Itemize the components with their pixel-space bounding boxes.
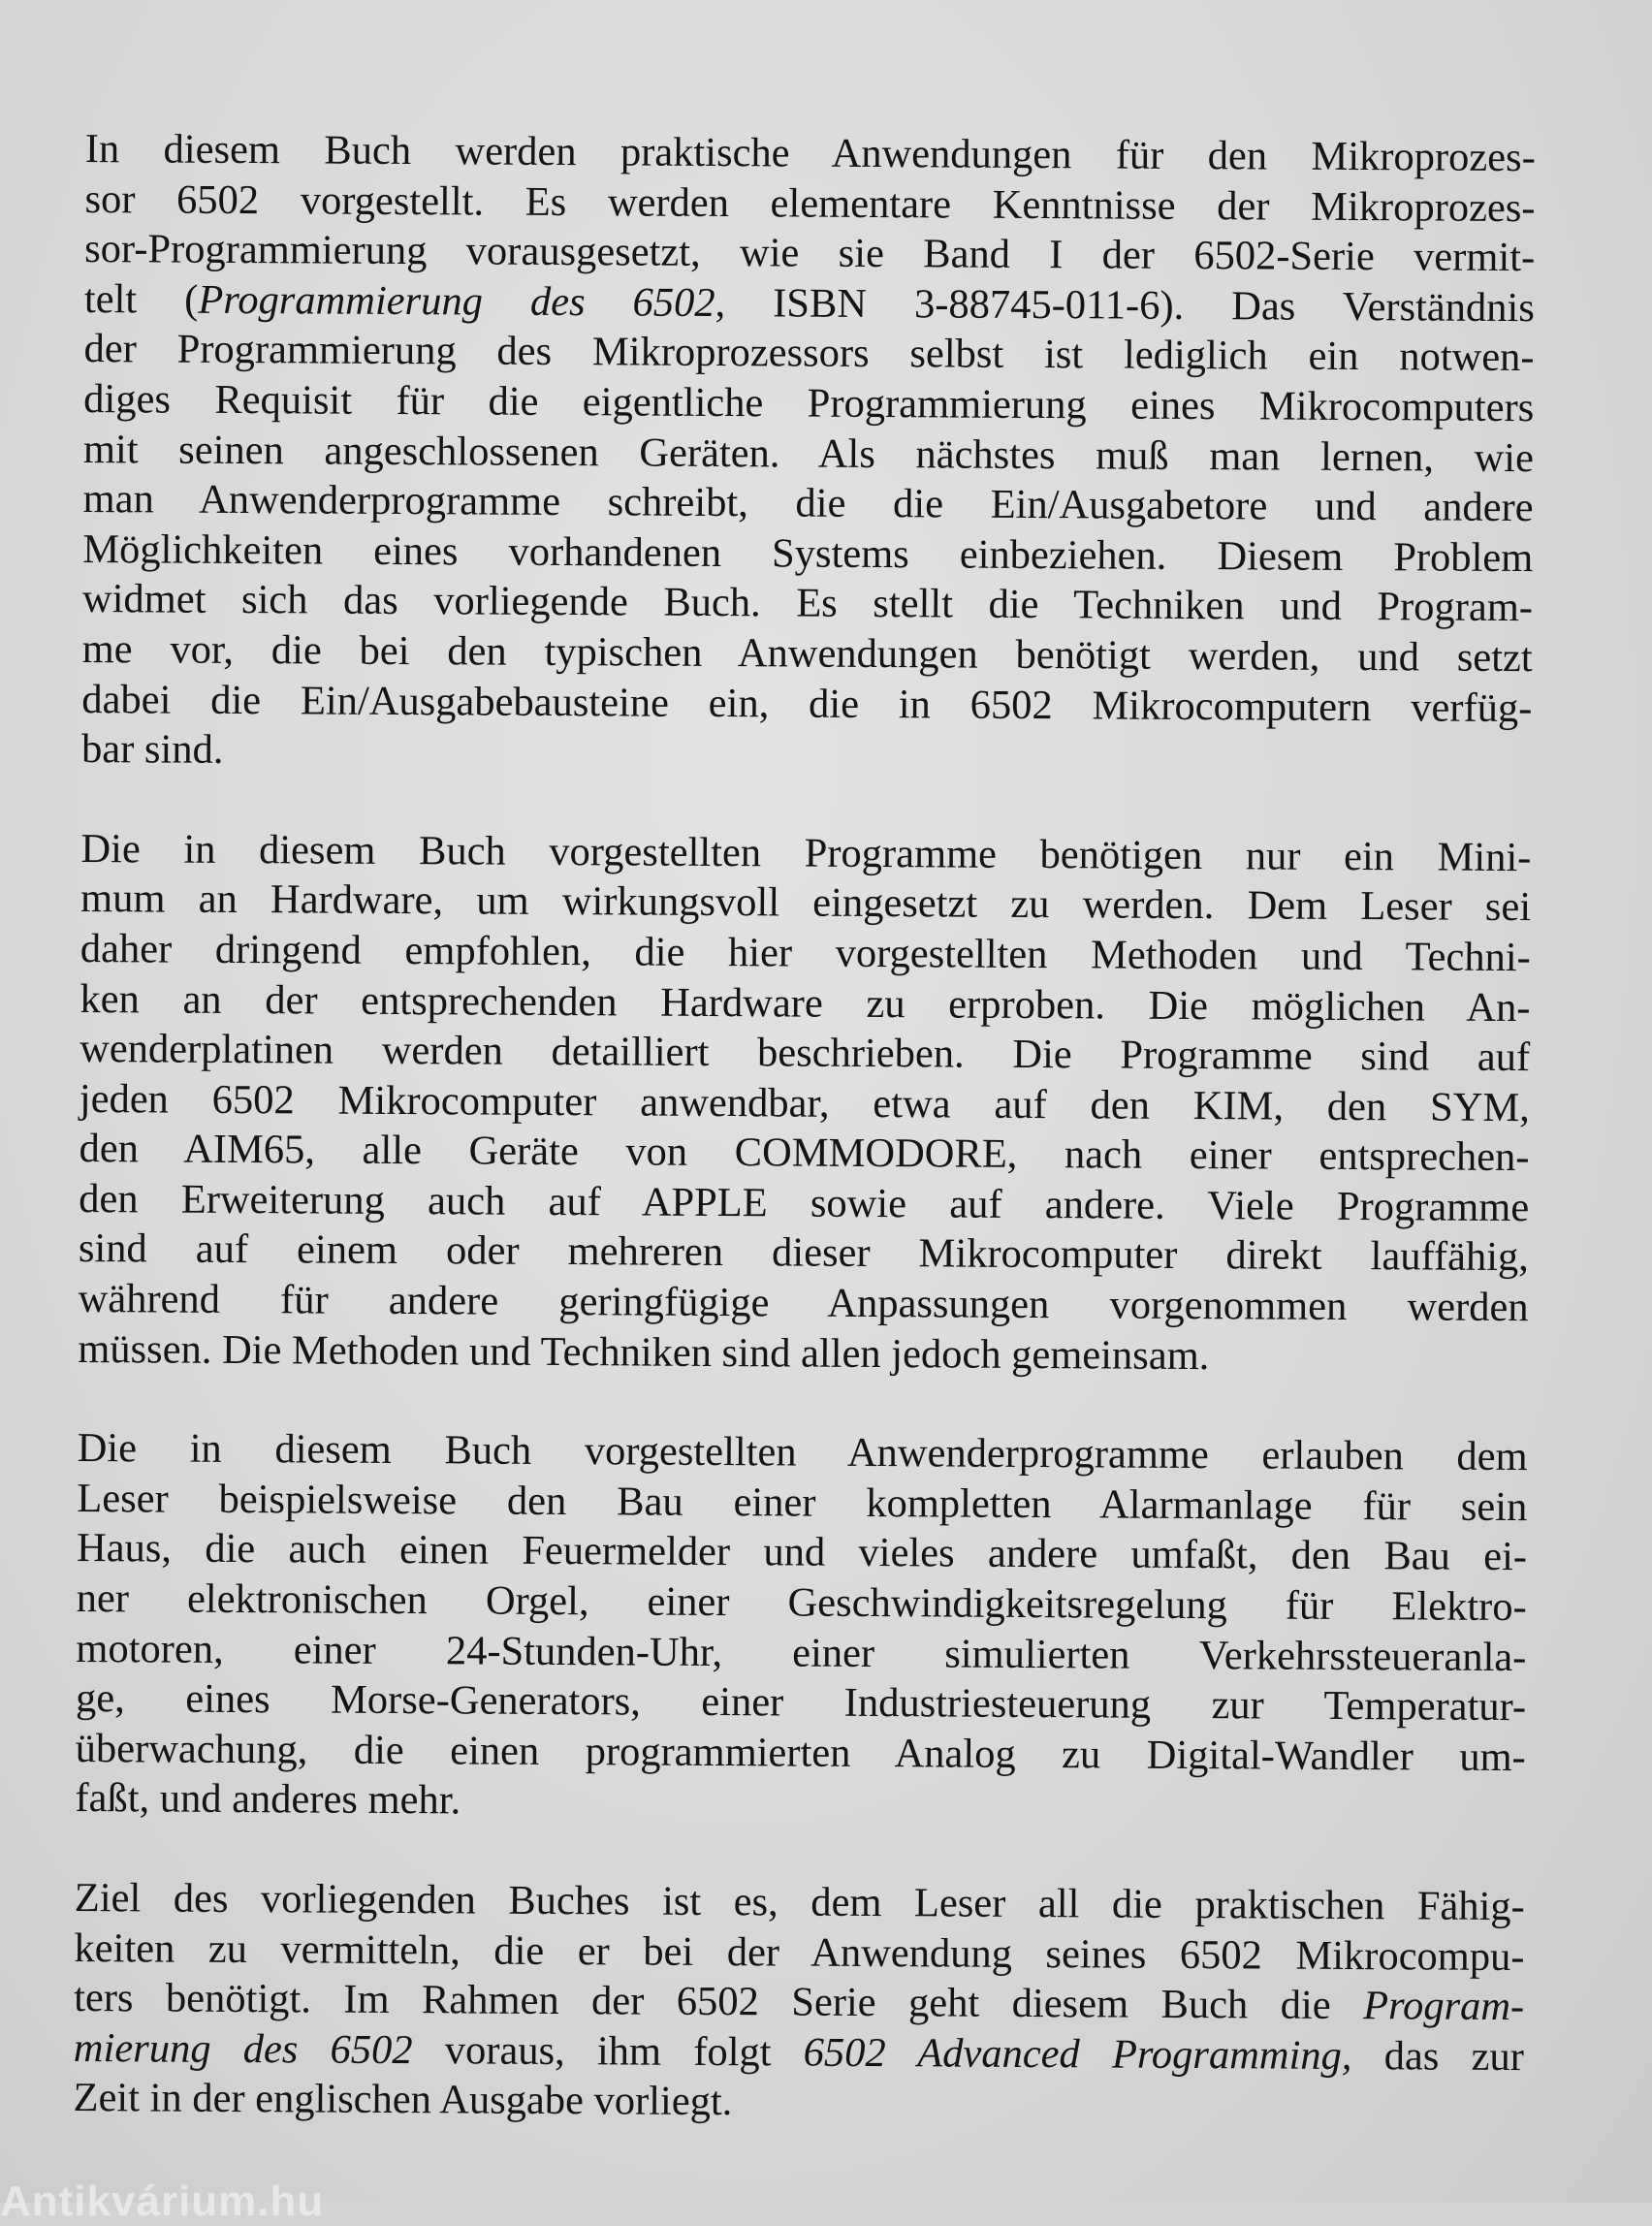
text-line <box>84 175 1535 234</box>
text-line <box>76 1673 1526 1733</box>
text-run: sor 6502 vorgestellt. Es werden elementare Kenntnisse der Mikroprozes- <box>84 175 1536 231</box>
text-line <box>84 224 1535 283</box>
text-run: motoren, einer 24-Stunden-Uhr, einer simulierten Verkehrssteueranla- <box>76 1625 1527 1680</box>
text-line <box>80 874 1531 933</box>
text-run: mit seinen angeschlossenen Geräten. Als nächstes muß man lernen, wie <box>82 426 1535 481</box>
text-run: me vor, die bei den typischen Anwendungen benötigt werden, und setzt <box>81 625 1533 682</box>
text-line <box>77 1423 1527 1482</box>
text-line <box>83 324 1534 383</box>
text-line <box>77 1474 1527 1533</box>
text-line <box>80 924 1531 983</box>
text-line <box>79 1124 1529 1183</box>
text-run: Leser beispielsweise den Bau einer kompletten Alarmanlage für sein <box>77 1475 1528 1530</box>
text-run: während für andere geringfügige Anpassungen vorgenommen werden <box>78 1276 1529 1331</box>
text-run: wenderplatinen werden detailliert beschrieben. Die Programme sind auf <box>79 1026 1531 1081</box>
text-line <box>78 1324 1528 1383</box>
text-line <box>79 973 1530 1033</box>
text-line <box>74 1924 1524 1983</box>
text-run: daher dringend empfohlen, die hier vorgestellten Methoden und Techni- <box>79 925 1531 981</box>
text-run: Haus, die auch einen Feuermelder und vieles andere umfaßt, den Bau ei- <box>76 1525 1528 1580</box>
text-run: den AIM65, alle Geräte von COMMODORE, nach einer entsprechen- <box>79 1126 1530 1181</box>
text-run: Zeit in der englischen Ausgabe vorliegt. <box>73 2075 733 2125</box>
text-run: sind auf einem oder mehreren dieser Mikrocomputer direkt lauffähig, <box>78 1225 1530 1281</box>
text-line <box>82 474 1533 533</box>
text-line <box>79 1024 1530 1083</box>
text-run: faßt, und anderes mehr. <box>75 1775 461 1824</box>
text-line <box>77 1523 1527 1582</box>
text-line <box>77 1574 1527 1633</box>
text-line <box>81 675 1532 734</box>
text-line <box>85 124 1536 183</box>
text-line <box>79 1074 1530 1133</box>
text-line <box>73 2073 1523 2132</box>
text-line <box>81 724 1532 783</box>
text-line <box>76 1624 1526 1683</box>
text-run: mum an Hardware, um wirkungsvoll eingesetzt zu werden. Dem Leser sei <box>79 875 1532 931</box>
text-line <box>82 624 1533 684</box>
text-run: ters benötigt. Im Rahmen der 6502 Serie geht diesem Buch die <box>74 1975 1364 2029</box>
text-run: müssen. Die Methoden und Techniken sind allen jedoch gemeinsam. <box>78 1325 1210 1379</box>
text-line <box>78 1274 1528 1333</box>
italic-title: Programmierung des 6502 <box>198 276 715 326</box>
text-line <box>83 374 1534 433</box>
text-run: den Erweiterung auch auf APPLE sowie auf andere. Viele Programme <box>79 1175 1530 1230</box>
text-run: voraus, ihm folgt <box>412 2026 804 2076</box>
text-run: diges Requisit für die eigentliche Programmierung eines Mikrocomputers <box>83 375 1535 431</box>
text-run: keiten zu vermitteln, die er bei der Anwendung seines 6502 Mikrocompu- <box>74 1924 1525 1980</box>
paragraph <box>73 1873 1525 2132</box>
text-run: In diesem Buch werden praktische Anwendungen für den Mikroprozes- <box>84 125 1536 181</box>
text-line <box>74 2023 1524 2083</box>
text-run: dabei die Ein/Ausgabebausteine ein, die in 6502 Mikrocomputern verfüg- <box>81 676 1533 731</box>
text-run: ner elektronischen Orgel, einer Geschwindigkeitsregelung für Elektro- <box>76 1575 1527 1631</box>
text-run: Ziel des vorliegenden Buches ist es, dem Leser all die praktischen Fähig- <box>74 1874 1525 1930</box>
text-run: Die in diesem Buch vorgestellten Programme benötigen nur ein Mini- <box>80 825 1532 880</box>
body-text <box>73 124 1536 2181</box>
text-run: überwachung, die einen programmierten Analog zu Digital-Wandler um- <box>75 1725 1526 1780</box>
text-run: ken an der entsprechenden Hardware zu erproben. Die möglichen An- <box>79 975 1531 1031</box>
text-line <box>79 1224 1529 1283</box>
text-line <box>82 525 1533 584</box>
italic-title: 6502 Advanced Programming, <box>803 2029 1352 2079</box>
text-run: jeden 6502 Mikrocomputer anwendbar, etwa auf den KIM, den SYM, <box>79 1075 1530 1130</box>
paragraph <box>75 1423 1527 1832</box>
text-line <box>84 274 1535 334</box>
text-run: der Programmierung des Mikroprozessors selbst ist lediglich ein notwen- <box>83 326 1535 381</box>
paragraph <box>81 124 1536 783</box>
text-run: bar sind. <box>80 726 224 774</box>
text-run: sor-Programmierung vorausgesetzt, wie sie Band I der 6502-Serie vermit- <box>84 226 1536 281</box>
text-line <box>74 1973 1524 2032</box>
text-run: , ISBN 3-88745-011-6). Das Verständnis <box>715 279 1535 331</box>
text-run: widmet sich das vorliegende Buch. Es stellt die Techniken und Program- <box>81 576 1534 631</box>
text-line <box>75 1773 1525 1832</box>
paragraph <box>78 824 1531 1383</box>
text-line <box>83 425 1534 484</box>
italic-title: Program- <box>1362 1983 1525 2030</box>
text-run: ge, eines Morse-Generators, einer Industriesteuerung zur Temperatur- <box>75 1675 1527 1731</box>
text-line <box>75 1873 1525 1932</box>
text-run: Die in diesem Buch vorgestellten Anwenderprogramme erlauben dem <box>77 1425 1528 1480</box>
text-run: das zur <box>1351 2032 1524 2080</box>
text-line <box>82 574 1533 633</box>
text-run: telt ( <box>83 275 199 323</box>
text-line <box>79 1174 1529 1233</box>
text-line <box>80 824 1531 883</box>
watermark: Antikvárium.hu <box>0 2178 325 2225</box>
text-run: man Anwenderprogramme schreibt, die die Ein/Ausgabetore und andere <box>82 476 1534 531</box>
text-run: Möglichkeiten eines vorhandenen Systems einbeziehen. Diesem Problem <box>82 525 1534 581</box>
italic-title: mierung des 6502 <box>73 2024 413 2073</box>
text-line <box>76 1724 1526 1783</box>
